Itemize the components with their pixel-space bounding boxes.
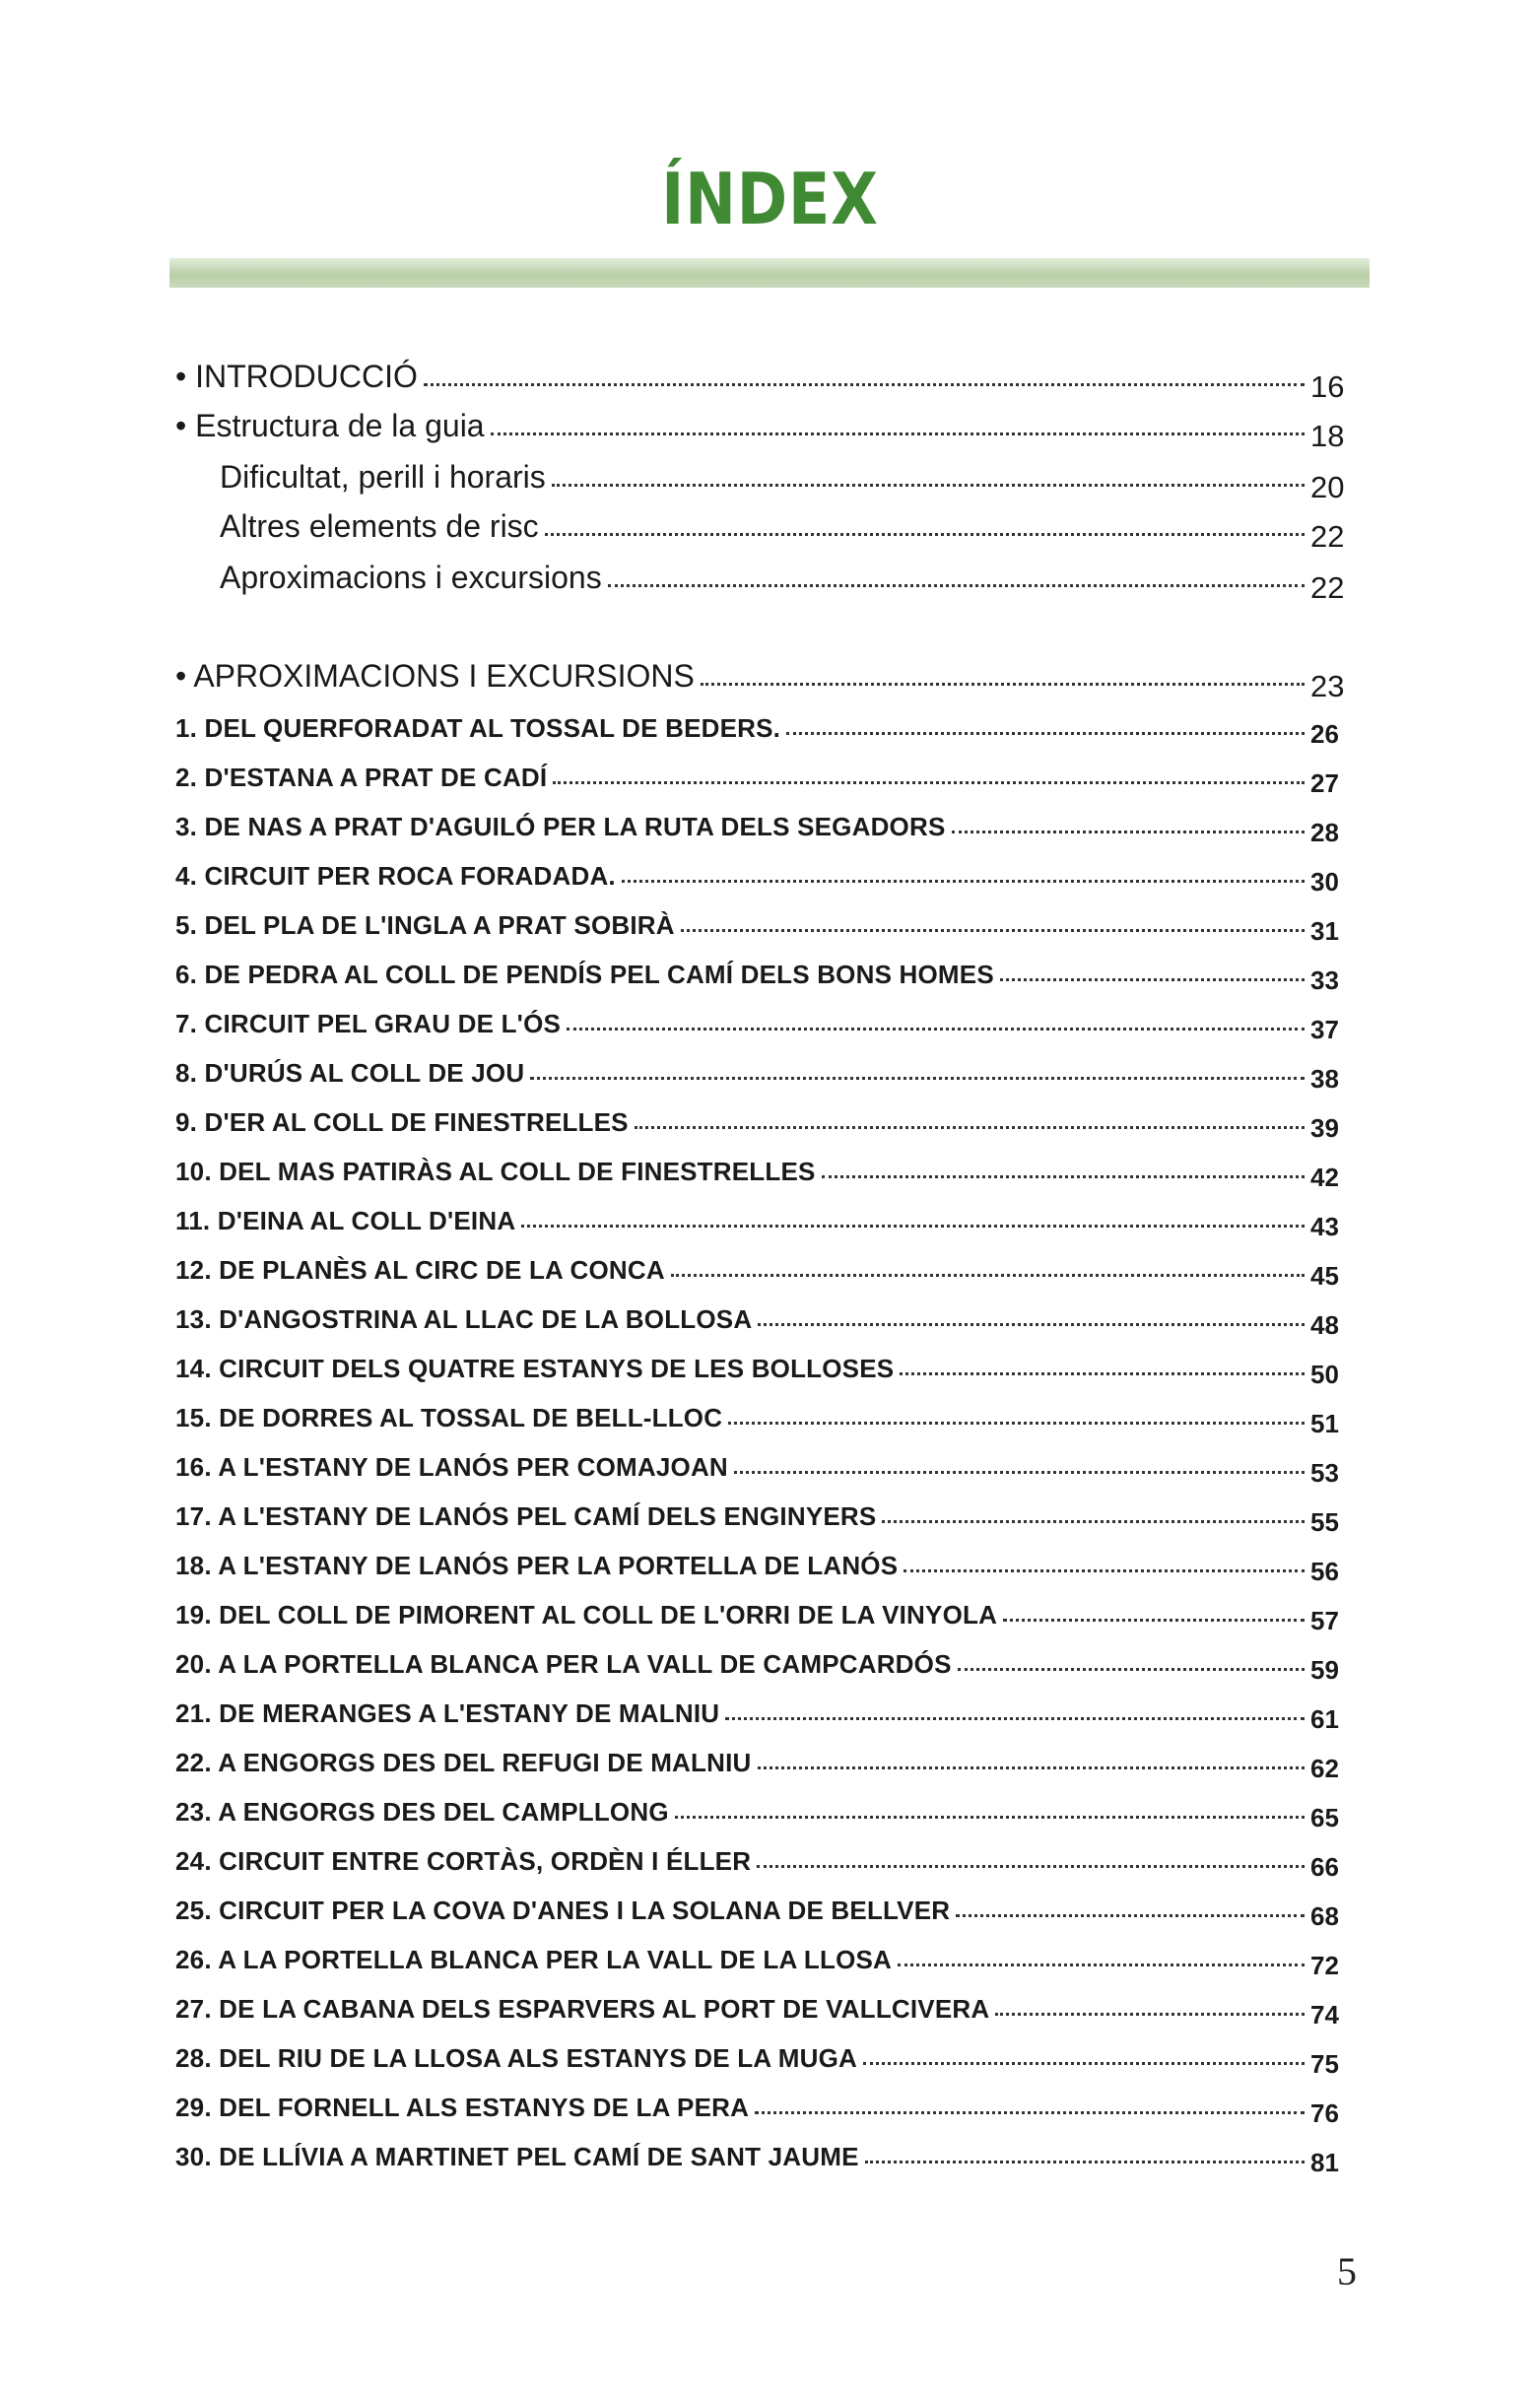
toc-entry bbox=[175, 1874, 1362, 1931]
toc-entry-label: • INTRODUCCIÓ bbox=[175, 359, 418, 394]
toc-entry-page: 65 bbox=[1310, 1803, 1339, 1832]
toc-entry-label: 21. DE MERANGES A L'ESTANY DE MALNIU bbox=[175, 1698, 720, 1728]
toc-entry bbox=[175, 1086, 1362, 1143]
toc-entry-page: 23 bbox=[1310, 669, 1345, 703]
toc-entry-page: 50 bbox=[1310, 1360, 1339, 1389]
toc-entry bbox=[175, 1923, 1362, 1980]
page-title: ÍNDEX bbox=[661, 158, 879, 240]
toc-entry bbox=[175, 889, 1362, 946]
toc-entry-label: 2. D'ESTANA A PRAT DE CADÍ bbox=[175, 763, 548, 792]
toc-entry-label: 27. DE LA CABANA DELS ESPARVERS AL PORT DE VALLCIVERA bbox=[175, 1994, 990, 2024]
toc-entry-page: 66 bbox=[1310, 1852, 1339, 1882]
dot-leader bbox=[898, 1963, 1305, 1966]
toc-entry bbox=[175, 1283, 1362, 1340]
toc-entry-page: 51 bbox=[1310, 1409, 1339, 1438]
dot-leader bbox=[545, 533, 1305, 536]
toc-entry bbox=[175, 1972, 1362, 2030]
toc-entry-page: 61 bbox=[1310, 1704, 1339, 1734]
dot-leader bbox=[995, 2013, 1305, 2016]
toc-entry bbox=[175, 1233, 1362, 1291]
dot-leader bbox=[635, 1126, 1305, 1129]
toc-entry-page: 42 bbox=[1310, 1163, 1339, 1192]
toc-entry-page: 75 bbox=[1310, 2049, 1339, 2079]
toc-entry-page: 27 bbox=[1310, 768, 1339, 798]
toc-entry-label: Aproximacions i excursions bbox=[220, 560, 602, 595]
toc-entry-label: 19. DEL COLL DE PIMORENT AL COLL DE L'ORRI DE LA VINYOLA bbox=[175, 1600, 998, 1630]
toc-entry-page: 30 bbox=[1310, 867, 1339, 897]
toc-entry-label: 30. DE LLÍVIA A MARTINET PEL CAMÍ DE SANT JAUME bbox=[175, 2142, 859, 2171]
toc-entry bbox=[175, 1135, 1362, 1192]
toc-entry-label: 29. DEL FORNELL ALS ESTANYS DE LA PERA bbox=[175, 2093, 750, 2122]
toc-entry bbox=[175, 392, 1362, 453]
toc-entry-label: • APROXIMACIONS I EXCURSIONS bbox=[175, 658, 695, 694]
title-underline-bar bbox=[169, 258, 1370, 288]
dot-leader bbox=[882, 1520, 1305, 1523]
dot-leader bbox=[608, 584, 1305, 587]
toc-entry bbox=[175, 790, 1362, 847]
toc-entry bbox=[175, 692, 1362, 749]
toc-entry bbox=[175, 1825, 1362, 1882]
toc-entry-page: 33 bbox=[1310, 965, 1339, 995]
toc-entry bbox=[220, 443, 1362, 504]
toc-entry bbox=[175, 2071, 1362, 2128]
toc-entry-page: 74 bbox=[1310, 2000, 1339, 2030]
dot-leader bbox=[865, 2161, 1305, 2163]
toc-entry-label: 7. CIRCUIT PEL GRAU DE L'ÓS bbox=[175, 1009, 562, 1038]
toc-entry-page: 43 bbox=[1310, 1212, 1339, 1241]
dot-leader bbox=[952, 831, 1305, 833]
toc-entry-page: 28 bbox=[1310, 818, 1339, 847]
toc-entry-label: • Estructura de la guia bbox=[175, 408, 485, 443]
toc-entry-label: 23. A ENGORGS DES DEL CAMPLLONG bbox=[175, 1797, 669, 1827]
dot-leader bbox=[755, 2111, 1305, 2114]
toc-entry-label: 8. D'URÚS AL COLL DE JOU bbox=[175, 1058, 525, 1088]
dot-leader bbox=[521, 1225, 1305, 1228]
dot-leader bbox=[786, 732, 1305, 735]
dot-leader bbox=[1003, 1619, 1305, 1622]
toc-entry-label: 9. D'ER AL COLL DE FINESTRELLES bbox=[175, 1107, 629, 1137]
toc-entry-label: 16. A L'ESTANY DE LANÓS PER COMAJOAN bbox=[175, 1452, 728, 1482]
toc-entry-page: 59 bbox=[1310, 1655, 1339, 1685]
toc-entry bbox=[175, 741, 1362, 798]
dot-leader bbox=[622, 880, 1305, 883]
toc-entry bbox=[175, 987, 1362, 1044]
dot-leader bbox=[758, 1323, 1305, 1326]
toc-entry-label: 13. D'ANGOSTRINA AL LLAC DE LA BOLLOSA bbox=[175, 1304, 753, 1334]
toc-entry-label: 22. A ENGORGS DES DEL REFUGI DE MALNIU bbox=[175, 1748, 752, 1777]
toc-entry bbox=[175, 1184, 1362, 1241]
toc-entry bbox=[175, 1431, 1362, 1488]
dot-leader bbox=[904, 1569, 1305, 1572]
toc-entry-page: 81 bbox=[1310, 2148, 1339, 2177]
dot-leader bbox=[675, 1816, 1305, 1819]
toc-entry bbox=[175, 1036, 1362, 1094]
dot-leader bbox=[734, 1471, 1305, 1474]
toc-entry-label: 3. DE NAS A PRAT D'AGUILÓ PER LA RUTA DELS SEGADORS bbox=[175, 812, 946, 841]
dot-leader bbox=[552, 484, 1305, 487]
toc-entry-label: Altres elements de risc bbox=[220, 508, 539, 544]
toc-entry-page: 62 bbox=[1310, 1754, 1339, 1783]
toc-entry-label: 5. DEL PLA DE L'INGLA A PRAT SOBIRÀ bbox=[175, 910, 675, 940]
dot-leader bbox=[424, 383, 1305, 386]
toc-entry bbox=[175, 1726, 1362, 1783]
toc-entry-page: 48 bbox=[1310, 1310, 1339, 1340]
toc-entry-label: Dificultat, perill i horaris bbox=[220, 459, 546, 495]
dot-leader bbox=[725, 1717, 1305, 1720]
toc-entry bbox=[175, 938, 1362, 995]
dot-leader bbox=[1000, 978, 1305, 981]
toc-entry-page: 31 bbox=[1310, 916, 1339, 946]
toc-entry-label: 6. DE PEDRA AL COLL DE PENDÍS PEL CAMÍ DELS BONS HOMES bbox=[175, 960, 994, 989]
dot-leader bbox=[567, 1028, 1305, 1031]
toc-entry bbox=[220, 493, 1362, 554]
dot-leader bbox=[728, 1422, 1305, 1425]
toc-entry-page: 45 bbox=[1310, 1261, 1339, 1291]
toc-entry-label: 12. DE PLANÈS AL CIRC DE LA CONCA bbox=[175, 1255, 665, 1285]
toc-entry-page: 18 bbox=[1310, 419, 1345, 453]
toc-entry-page: 16 bbox=[1310, 369, 1345, 404]
toc-entry-label: 28. DEL RIU DE LA LLOSA ALS ESTANYS DE LA MUGA bbox=[175, 2043, 857, 2073]
toc-entry-page: 20 bbox=[1310, 470, 1345, 504]
toc-entry bbox=[175, 1332, 1362, 1389]
toc-entry bbox=[175, 2120, 1362, 2177]
toc-entry bbox=[175, 2022, 1362, 2079]
toc-entry-label: 26. A LA PORTELLA BLANCA PER LA VALL DE LA LLOSA bbox=[175, 1945, 893, 1974]
toc-entry bbox=[175, 839, 1362, 897]
dot-leader bbox=[681, 929, 1305, 932]
toc-entry-page: 68 bbox=[1310, 1901, 1339, 1931]
toc-entry-label: 4. CIRCUIT PER ROCA FORADADA. bbox=[175, 861, 616, 891]
toc-entry-label: 18. A L'ESTANY DE LANÓS PER LA PORTELLA DE LANÓS bbox=[175, 1551, 899, 1580]
dot-leader bbox=[757, 1865, 1305, 1868]
toc-entry-label: 11. D'EINA AL COLL D'EINA bbox=[175, 1206, 516, 1235]
toc-entry bbox=[175, 1775, 1362, 1832]
toc-entry-label: 1. DEL QUERFORADAT AL TOSSAL DE BEDERS. bbox=[175, 713, 781, 743]
dot-leader bbox=[900, 1372, 1305, 1375]
dot-leader bbox=[491, 433, 1305, 435]
dot-leader bbox=[671, 1274, 1305, 1277]
dot-leader bbox=[701, 683, 1305, 686]
toc-entry bbox=[175, 1628, 1362, 1685]
toc-entry-label: 25. CIRCUIT PER LA COVA D'ANES I LA SOLANA DE BELLVER bbox=[175, 1896, 951, 1925]
toc-entry bbox=[175, 343, 1362, 404]
toc-entry bbox=[175, 1677, 1362, 1734]
toc-entry-page: 39 bbox=[1310, 1113, 1339, 1143]
toc-entry-page: 22 bbox=[1310, 519, 1345, 554]
toc-entry-page: 37 bbox=[1310, 1015, 1339, 1044]
toc-entry bbox=[175, 1480, 1362, 1537]
toc-entry bbox=[175, 1381, 1362, 1438]
toc-entry-label: 10. DEL MAS PATIRÀS AL COLL DE FINESTRELLES bbox=[175, 1157, 816, 1186]
toc-entry-page: 76 bbox=[1310, 2098, 1339, 2128]
dot-leader bbox=[956, 1914, 1305, 1917]
toc-entry bbox=[175, 1529, 1362, 1586]
dot-leader bbox=[553, 781, 1305, 784]
toc-entry-label: 17. A L'ESTANY DE LANÓS PEL CAMÍ DELS ENGINYERS bbox=[175, 1501, 877, 1531]
toc-entry-page: 55 bbox=[1310, 1507, 1339, 1537]
dot-leader bbox=[958, 1668, 1305, 1671]
toc-entry-page: 53 bbox=[1310, 1458, 1339, 1488]
dot-leader bbox=[758, 1766, 1306, 1769]
toc-entry-page: 72 bbox=[1310, 1951, 1339, 1980]
toc-entry-label: 24. CIRCUIT ENTRE CORTÀS, ORDÈN I ÉLLER bbox=[175, 1846, 752, 1876]
toc-entry bbox=[175, 642, 1362, 703]
toc-entry-label: 15. DE DORRES AL TOSSAL DE BELL-LLOC bbox=[175, 1403, 723, 1432]
toc-entry bbox=[220, 544, 1362, 605]
toc-entry-page: 22 bbox=[1310, 570, 1345, 605]
toc-entry-page: 26 bbox=[1310, 719, 1339, 749]
dot-leader bbox=[822, 1175, 1305, 1178]
toc-entry-page: 56 bbox=[1310, 1557, 1339, 1586]
toc-entry-label: 20. A LA PORTELLA BLANCA PER LA VALL DE CAMPCARDÓS bbox=[175, 1649, 952, 1679]
toc-entry-page: 57 bbox=[1310, 1606, 1339, 1635]
toc-entry bbox=[175, 1578, 1362, 1635]
toc-entry-label: 14. CIRCUIT DELS QUATRE ESTANYS DE LES BOLLOSES bbox=[175, 1354, 895, 1383]
dot-leader bbox=[530, 1077, 1305, 1080]
page-number: 5 bbox=[1337, 2249, 1357, 2294]
dot-leader bbox=[863, 2062, 1305, 2065]
toc-entry-page: 38 bbox=[1310, 1064, 1339, 1094]
